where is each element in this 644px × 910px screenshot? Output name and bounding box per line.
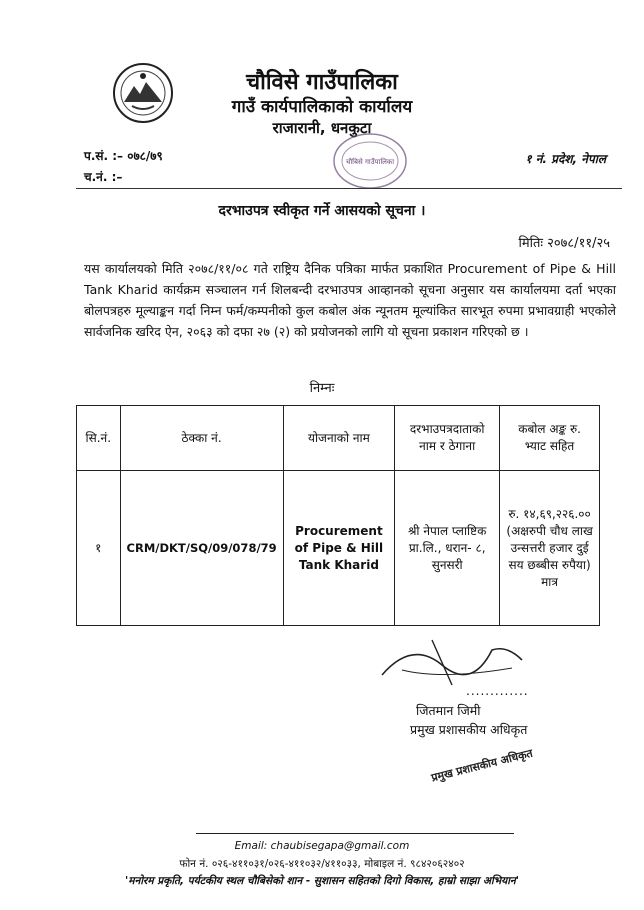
stamp-text: चौबिसे गाउँपालिका bbox=[345, 158, 395, 166]
challan-number: च.नं. :– bbox=[84, 170, 123, 184]
cell-bidder: श्री नेपाल प्लाष्टिक प्रा.लि., धरान- ८, सुनसरी bbox=[395, 471, 500, 626]
table-row bbox=[77, 471, 600, 626]
handwritten-signature bbox=[372, 630, 532, 690]
footer-email: Email: chaubisegapa@gmail.com bbox=[234, 840, 410, 852]
office-stamp bbox=[330, 130, 410, 192]
notice-subject: दरभाउपत्र स्वीकृत गर्ने आसयको सूचना । bbox=[218, 203, 426, 219]
official-seal: प्रमुख प्रशासकीय अधिकृत bbox=[429, 746, 534, 785]
header-contract-no: ठेक्का नं. bbox=[120, 406, 283, 471]
footer-divider bbox=[196, 833, 514, 834]
header-sn: सि.नं. bbox=[77, 406, 121, 471]
notice-date: मितिः २०७८/११/२५ bbox=[518, 236, 610, 251]
cell-sn: १ bbox=[77, 471, 121, 626]
header-divider bbox=[76, 188, 622, 189]
header-amount: कबोल अङ्क रु. भ्याट सहित bbox=[500, 406, 600, 471]
office-address: राजारानी, धनकुटा bbox=[272, 119, 372, 137]
notice-body: यस कार्यालयको मिति २०७८/११/०८ गते राष्ट्रिय दैनिक पत्रिका मार्फत प्रकाशित Procurement of Pipe & Hill Tank Kharid कार्यक्रम सञ्चालन गर्न शिलबन्दी दरभाउपत्र आव्हानको सूचना अनुसार यस कार्यालयमा दर्ता भएका बोलपत्रहरु मूल्याङ्कन गर्दा निम्न फर्म/कम्पनीको कुल कबोल अंक न्यूनतम मूल्यांकित सारभूत रुपमा प्रभावग्राही भएकोले सार्वजनिक खरिद ऐन, २०६३ को दफा २७ (२) को प्रयोजनको लागि यो सूचना प्रकाशन गरिएको छ । bbox=[84, 261, 616, 339]
footer-motto: 'मनोरम प्रकृति, पर्यटकीय स्थल चौबिसेको शान - सुशासन सहितको दिगो विकास, हाम्रो साझा अभियान' bbox=[125, 875, 519, 887]
cell-contract-no: CRM/DKT/SQ/09/078/79 bbox=[120, 471, 283, 626]
signer-title: प्रमुख प्रशासकीय अधिकृत bbox=[410, 722, 528, 737]
table-header-row bbox=[77, 406, 600, 471]
municipality-name: चौविसे गाउँपालिका bbox=[246, 70, 398, 95]
cell-project: Procurement of Pipe & Hill Tank Kharid bbox=[283, 471, 395, 626]
reference-number: प.सं. :– ०७८/७९ bbox=[84, 149, 163, 163]
province-label: १ नं. प्रदेश, नेपाल bbox=[525, 152, 606, 166]
header-bidder: दरभाउपत्रदाताको नाम र ठेगाना bbox=[395, 406, 500, 471]
below-label: निम्नः bbox=[309, 381, 335, 396]
footer-phone: फोन नं. ०२६-४११०३१/०२६-४११०३२/४११०३३, मोबाइल नं. ९८४२०६२४०२ bbox=[179, 858, 465, 870]
signature-dots: ............. bbox=[466, 684, 529, 698]
header-project: योजनाको नाम bbox=[283, 406, 395, 471]
signer-name: जितमान जिमी bbox=[416, 703, 481, 718]
office-name: गाउँ कार्यपालिकाको कार्यालय bbox=[231, 97, 413, 117]
tender-table bbox=[76, 405, 600, 626]
cell-amount: रु. १४,६९,२२६.०० (अक्षरुपी चौध लाख उन्सत्तरी हजार दुई सय छब्बीस रुपैया) मात्र bbox=[500, 471, 600, 626]
